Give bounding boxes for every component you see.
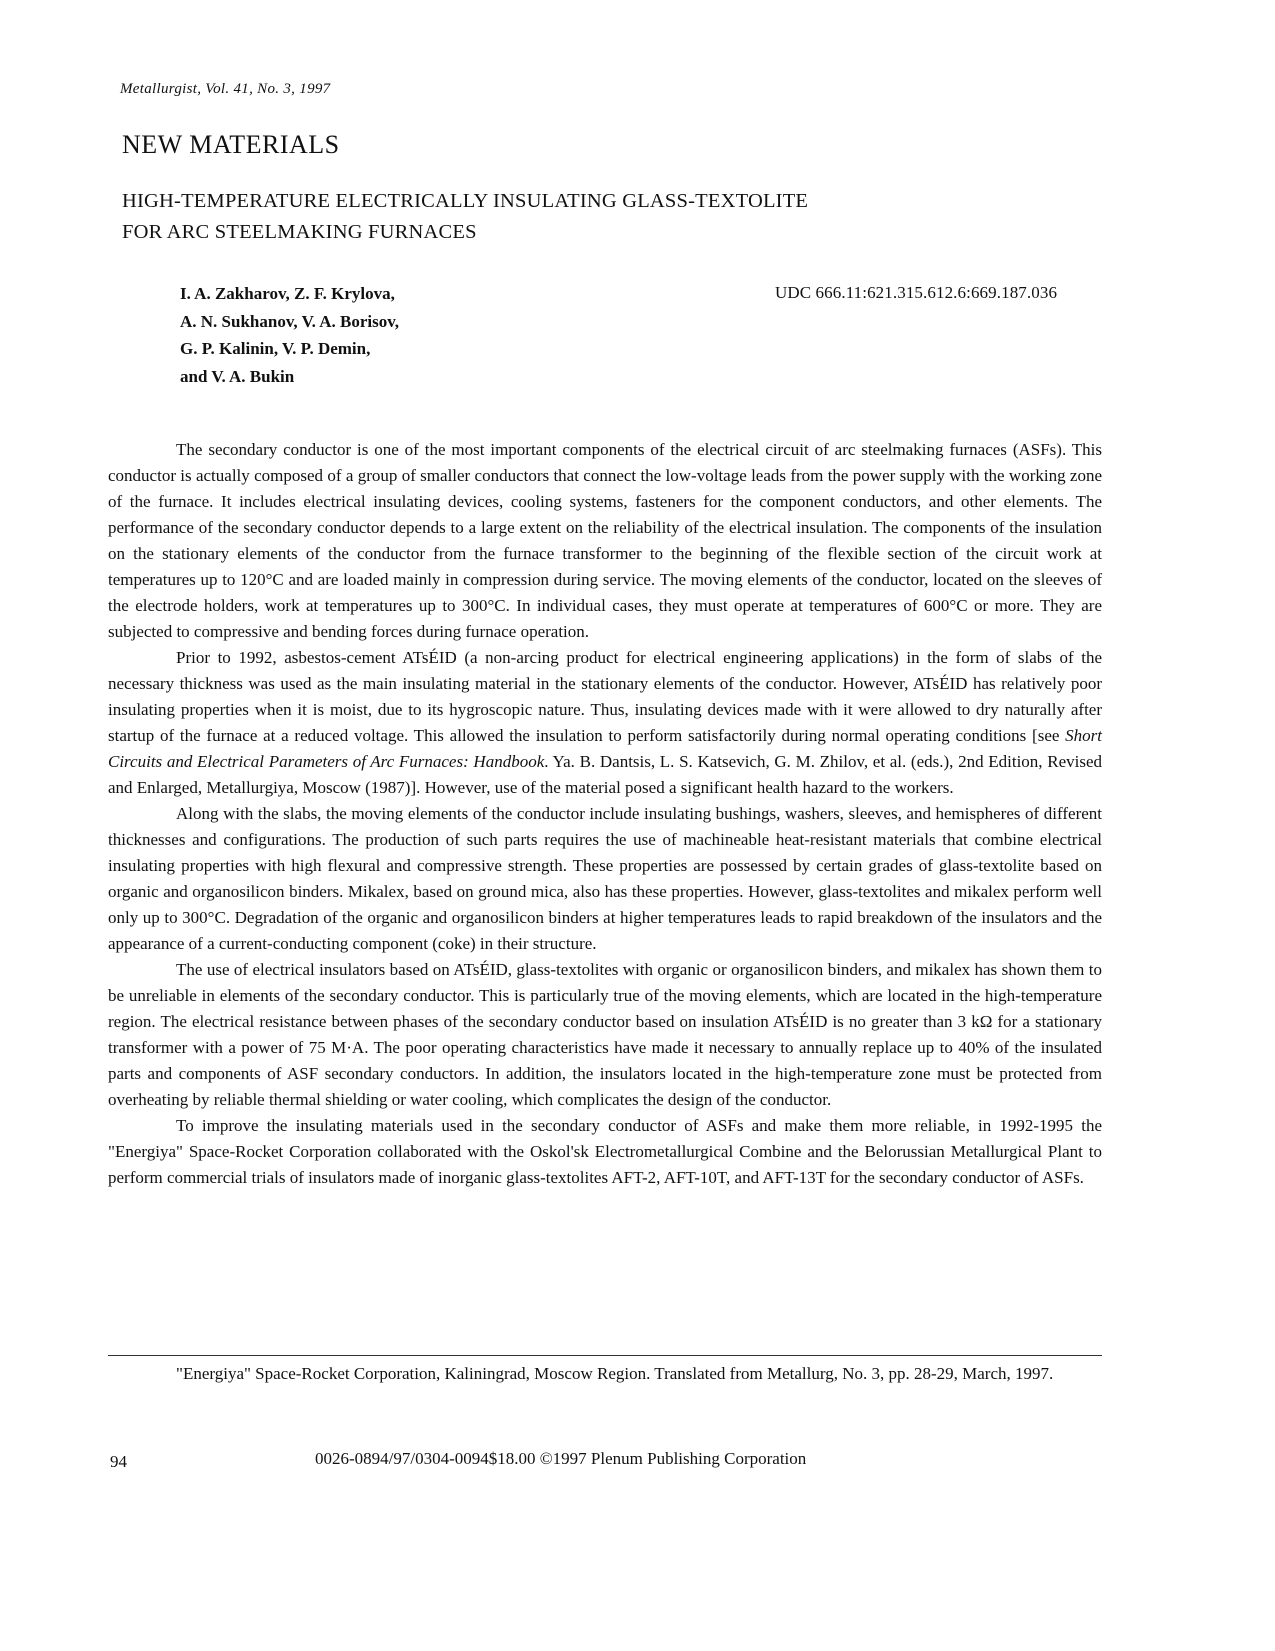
journal-citation: Metallurgist, Vol. 41, No. 3, 1997 — [120, 81, 331, 97]
author-line: and V. A. Bukin — [180, 366, 295, 386]
body-paragraph: To improve the insulating materials used in the secondary conductor of ASFs and make them more reliable, in 1992-1995 the "Energiya" Space-Rocket Corporation collaborated with the Oskol'sk Electrometallurgical Combine and the Belorussian Metallurgical Plant to perform commercial trials of insulators made of inorganic glass-textolites AFT-2, AFT-10T, and AFT-13T for the secondary conductor of ASFs. — [108, 1116, 1102, 1187]
body-paragraph: The use of electrical insulators based on ATsÉID, glass-textolites with organic or organosilicon binders, and mikalex has shown them to be unreliable in elements of the secondary conductor. This is particularly true of the moving elements, which are located in the high-temperature region. The electrical resistance between phases of the secondary conductor based on insulation ATsÉID is no greater than 3 kΩ for a stationary transformer with a power of 75 M·A. The poor operating characteristics have made it necessary to annually replace up to 40% of the insulated parts and components of ASF secondary conductors. In addition, the insulators located in the high-temperature zone must be protected from overheating by reliable thermal shielding or water cooling, which complicates the design of the conductor. — [108, 960, 1102, 1109]
publishing-line: 0026-0894/97/0304-0094$18.00 ©1997 Plenum Publishing Corporation — [315, 1449, 807, 1468]
author-line: G. P. Kalinin, V. P. Demin, — [180, 339, 371, 358]
body-paragraph: The secondary conductor is one of the most important components of the electrical circuit of arc steelmaking furnaces (ASFs). This conductor is actually composed of a group of smaller conductors that connect the low-voltage leads from the power supply with the working zone of the furnace. It includes electrical insulating devices, cooling systems, fasteners for the component conductors, and other elements. The performance of the secondary conductor depends to a large extent on the reliability of the electrical insulation. The components of the insulation on the stationary elements of the conductor from the furnace transformer to the beginning of the flexible section of the circuit work at temperatures up to 120°C and are loaded mainly in compression during service. The moving elements of the conductor, located on the sleeves of the electrode holders, work at temperatures up to 300°C. In individual cases, they must operate at temperatures of 600°C or more. They are subjected to compressive and bending forces during furnace operation. — [108, 440, 1102, 641]
article-title — [122, 186, 808, 248]
paragraph-text: . Ya. B. Dantsis, L. S. Katsevich, G. M. Zhilov, et al. (eds.), 2nd Edition, Revised and Enlarged, Metallurgiya, Moscow (1987)]. However, use of the material posed a significant health hazard to the workers. — [108, 752, 1103, 797]
page-number: 94 — [110, 1452, 127, 1471]
article-body — [108, 437, 1102, 1191]
paragraph-text: Prior to 1992, asbestos-cement ATsÉID (a non-arcing product for electrical engineering applications) in the form of slabs of the necessary thickness was used as the main insulating material in the stationary elements of the conductor. However, ATsÉID has relatively poor insulating properties when it is moist, due to its hygroscopic nature. Thus, insulating devices made with it were allowed to dry naturally after startup of the furnace at a reduced voltage. This allowed the insulation to perform satisfactorily during normal operating conditions [see — [108, 648, 1102, 745]
footnote-divider — [108, 1355, 1102, 1356]
article-title-line: FOR ARC STEELMAKING FURNACES — [122, 221, 477, 243]
cited-book-title: Short Circuits and Electrical Parameters of Arc Furnaces: Handbook — [108, 726, 1102, 771]
author-line: A. N. Sukhanov, V. A. Borisov, — [180, 311, 400, 331]
section-heading: NEW MATERIALS — [122, 130, 340, 159]
article-title-line: HIGH-TEMPERATURE ELECTRICALLY INSULATING GLASS-TEXTOLITE — [122, 190, 809, 212]
author-line: I. A. Zakharov, Z. F. Krylova, — [180, 284, 395, 303]
author-list — [180, 280, 399, 390]
body-paragraph: Along with the slabs, the moving elements of the conductor include insulating bushings, washers, sleeves, and hemispheres of different thicknesses and configurations. The production of such parts requires the use of machineable heat-resistant materials that combine electrical insulating properties with high flexural and compressive strength. These properties are possessed by certain grades of glass-textolite based on organic and organosilicon binders. Mikalex, based on ground mica, also has these properties. However, glass-textolites and mikalex perform well only up to 300°C. Degradation of the organic and organosilicon binders at higher temperatures leads to rapid breakdown of the insulators and the appearance of a current-conducting component (coke) in their structure. — [108, 804, 1102, 953]
body-paragraph — [108, 645, 1102, 801]
udc-code: UDC 666.11:621.315.612.6:669.187.036 — [775, 283, 1058, 302]
affiliation-footnote: "Energiya" Space-Rocket Corporation, Kaliningrad, Moscow Region. Translated from Metallurg, No. 3, pp. 28-29, March, 1997. — [176, 1364, 1054, 1383]
